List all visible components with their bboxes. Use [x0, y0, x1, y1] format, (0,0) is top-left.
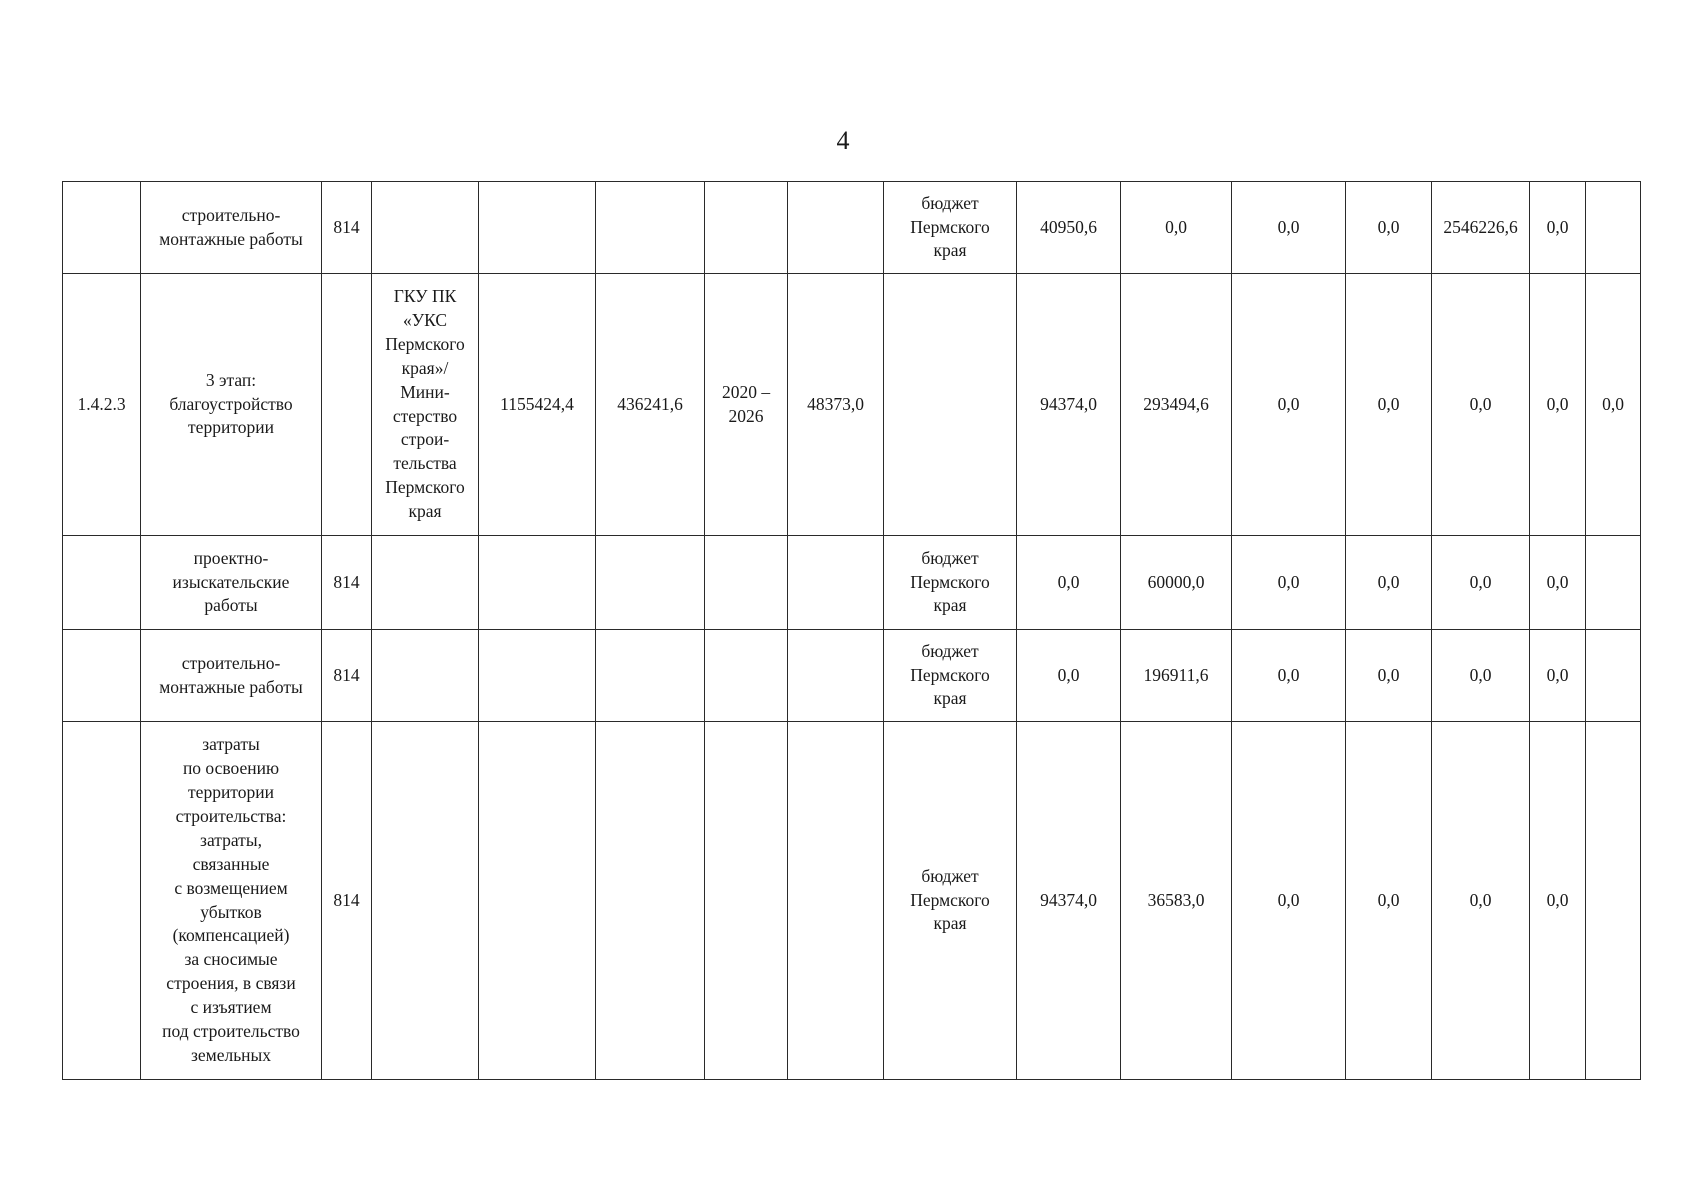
row-value-4-cell: 0,0 [1346, 536, 1432, 630]
row-name-cell: проектно- изыскательские работы [141, 536, 322, 630]
row-value-1-cell: 0,0 [1017, 630, 1121, 722]
row-executor-cell [372, 536, 479, 630]
row-total-cost-cell: 1155424,4 [479, 274, 596, 536]
row-code-cell [63, 630, 141, 722]
row-remaining-cost-cell [596, 722, 705, 1080]
row-code-cell [63, 536, 141, 630]
row-value-3-cell: 0,0 [1232, 722, 1346, 1080]
page-number: 4 [836, 126, 850, 155]
row-value-5-cell: 0,0 [1432, 536, 1530, 630]
row-value-2-cell: 60000,0 [1121, 536, 1232, 630]
row-prev-funding-cell [788, 630, 884, 722]
row-prev-funding-cell [788, 722, 884, 1080]
row-code-cell: 1.4.2.3 [63, 274, 141, 536]
row-executor-cell [372, 630, 479, 722]
row-prev-funding-cell [788, 536, 884, 630]
row-kbk-cell: 814 [322, 182, 372, 274]
row-value-1-cell: 94374,0 [1017, 722, 1121, 1080]
row-value-6-cell: 0,0 [1530, 630, 1586, 722]
row-total-cost-cell [479, 722, 596, 1080]
row-value-5-cell: 0,0 [1432, 722, 1530, 1080]
row-period-cell [705, 630, 788, 722]
row-value-5-cell: 2546226,6 [1432, 182, 1530, 274]
row-name-cell: строительно- монтажные работы [141, 182, 322, 274]
row-code-cell [63, 722, 141, 1080]
table-row [63, 630, 1641, 722]
row-value-2-cell: 196911,6 [1121, 630, 1232, 722]
row-name-cell: 3 этап: благоустройство территории [141, 274, 322, 536]
row-value-4-cell: 0,0 [1346, 722, 1432, 1080]
row-value-3-cell: 0,0 [1232, 630, 1346, 722]
budget-table [62, 181, 1641, 1080]
row-value-4-cell: 0,0 [1346, 182, 1432, 274]
row-value-6-cell: 0,0 [1530, 274, 1586, 536]
row-kbk-cell: 814 [322, 630, 372, 722]
row-value-3-cell: 0,0 [1232, 536, 1346, 630]
row-value-6-cell: 0,0 [1530, 536, 1586, 630]
row-executor-cell: ГКУ ПК «УКС Пермского края»/ Мини- стерство строи- тельства Пермского края [372, 274, 479, 536]
row-value-1-cell: 94374,0 [1017, 274, 1121, 536]
row-source-cell: бюджет Пермского края [884, 182, 1017, 274]
table-row [63, 536, 1641, 630]
row-value-2-cell: 293494,6 [1121, 274, 1232, 536]
row-value-7-cell: 0,0 [1586, 274, 1641, 536]
row-source-cell: бюджет Пермского края [884, 536, 1017, 630]
row-kbk-cell [322, 274, 372, 536]
table-row [63, 722, 1641, 1080]
row-value-7-cell [1586, 536, 1641, 630]
table-row [63, 274, 1641, 536]
row-value-2-cell: 36583,0 [1121, 722, 1232, 1080]
row-remaining-cost-cell: 436241,6 [596, 274, 705, 536]
row-name-cell: строительно- монтажные работы [141, 630, 322, 722]
row-period-cell: 2020 – 2026 [705, 274, 788, 536]
row-value-6-cell: 0,0 [1530, 182, 1586, 274]
row-source-cell: бюджет Пермского края [884, 722, 1017, 1080]
row-period-cell [705, 722, 788, 1080]
row-kbk-cell: 814 [322, 722, 372, 1080]
row-code-cell [63, 182, 141, 274]
row-total-cost-cell [479, 182, 596, 274]
row-remaining-cost-cell [596, 630, 705, 722]
table-row [63, 182, 1641, 274]
row-remaining-cost-cell [596, 182, 705, 274]
row-value-4-cell: 0,0 [1346, 630, 1432, 722]
row-period-cell [705, 182, 788, 274]
row-name-cell: затраты по освоению территории строительства: затраты, связанные с возмещением убытков (компенсацией) за сносимые строения, в связи с изъятием под строительство земельных [141, 722, 322, 1080]
row-source-cell: бюджет Пермского края [884, 630, 1017, 722]
row-value-5-cell: 0,0 [1432, 630, 1530, 722]
row-total-cost-cell [479, 536, 596, 630]
row-source-cell [884, 274, 1017, 536]
row-value-4-cell: 0,0 [1346, 274, 1432, 536]
row-value-7-cell [1586, 722, 1641, 1080]
row-value-5-cell: 0,0 [1432, 274, 1530, 536]
row-value-6-cell: 0,0 [1530, 722, 1586, 1080]
row-total-cost-cell [479, 630, 596, 722]
row-kbk-cell: 814 [322, 536, 372, 630]
row-prev-funding-cell [788, 182, 884, 274]
row-period-cell [705, 536, 788, 630]
row-value-3-cell: 0,0 [1232, 274, 1346, 536]
row-value-2-cell: 0,0 [1121, 182, 1232, 274]
row-remaining-cost-cell [596, 536, 705, 630]
row-value-7-cell [1586, 182, 1641, 274]
row-executor-cell [372, 722, 479, 1080]
row-value-1-cell: 0,0 [1017, 536, 1121, 630]
row-value-7-cell [1586, 630, 1641, 722]
row-value-1-cell: 40950,6 [1017, 182, 1121, 274]
row-prev-funding-cell: 48373,0 [788, 274, 884, 536]
row-executor-cell [372, 182, 479, 274]
row-value-3-cell: 0,0 [1232, 182, 1346, 274]
